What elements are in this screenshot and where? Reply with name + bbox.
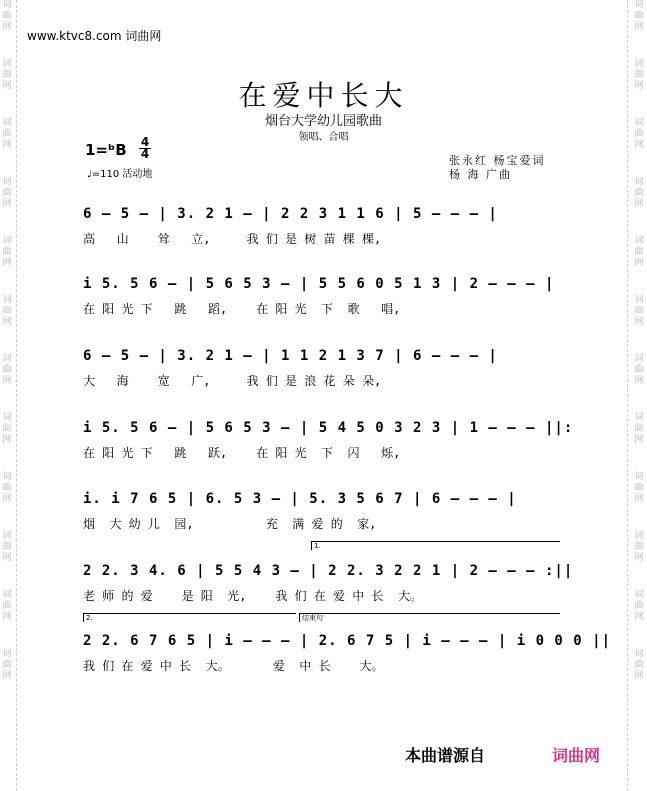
watermark-glyph: 词 [634, 0, 644, 10]
watermark-glyph: 曲 [2, 660, 12, 670]
watermark-glyph: 曲 [634, 247, 644, 257]
watermark-glyph: 曲 [634, 660, 644, 670]
notes-line: i 5. 5 6 – | 5 6 5 3 – | 5 4 5 0 3 2 3 | 1 – – – ||: [83, 420, 574, 436]
composer-credit: 杨 海 广曲 [449, 168, 512, 181]
watermark-glyph: 词 [2, 59, 12, 69]
watermark-glyph: 词 [2, 472, 12, 482]
watermark-glyph: 网 [634, 317, 644, 327]
lyrics-line: 我 们 在 爱 中 长 大。 爱 中 长 大。 [83, 659, 384, 673]
watermark-glyph: 曲 [634, 70, 644, 80]
watermark-glyph: 网 [2, 494, 12, 504]
lyrics-line: 在 阳 光 下 跳 跃, 在 阳 光 下 闪 烁, [83, 446, 401, 460]
watermark-glyph: 词 [2, 531, 12, 541]
watermark-glyph: 词 [2, 177, 12, 187]
watermark-glyph: 词 [634, 118, 644, 128]
watermark-glyph: 曲 [634, 601, 644, 611]
lyrics-line: 高 山 耸 立, 我 们 是 树 苗 棵 棵, [83, 232, 382, 246]
watermark-glyph: 曲 [634, 129, 644, 139]
key-signature: 1=ᵇB [85, 141, 127, 159]
watermark-glyph: 曲 [634, 188, 644, 198]
lyrics-line: 烟 大 幼 儿 园, 充 满 爱 的 家, [83, 517, 377, 531]
watermark-glyph: 词 [2, 354, 12, 364]
watermark-glyph: 网 [2, 140, 12, 150]
watermark-glyph: 词 [634, 590, 644, 600]
watermark-glyph: 网 [634, 376, 644, 386]
watermark-glyph: 词 [2, 118, 12, 128]
watermark-glyph: 曲 [634, 365, 644, 375]
lyricist-credit: 张永红 杨宝爱词 [449, 154, 546, 167]
watermark-glyph: 网 [634, 494, 644, 504]
notes-line: 2 2. 6 7 6 5 | i – – – | 2. 6 7 5 | i – – – | i 0 0 0 || [83, 633, 612, 649]
notes-line: i. i 7 6 5 | 6. 5 3 – | 5. 3 5 6 7 | 6 – – – | [83, 491, 517, 507]
watermark-glyph: 网 [634, 553, 644, 563]
watermark-glyph: 词 [634, 472, 644, 482]
watermark-glyph: 词 [2, 236, 12, 246]
watermark-glyph: 词 [2, 590, 12, 600]
watermark-glyph: 词 [634, 236, 644, 246]
lyrics-line: 在 阳 光 下 跳 蹈, 在 阳 光 下 歌 唱, [83, 302, 401, 316]
notes-line: 6 – 5 – | 3. 2 1 – | 2 2 3 1 1 6 | 5 – – – | [83, 206, 498, 222]
watermark-glyph: 网 [2, 612, 12, 622]
watermark-glyph: 网 [634, 258, 644, 268]
lyrics-line: 老 师 的 爱 是 阳 光, 我 们 在 爱 中 长 大。 [83, 589, 422, 603]
tempo-marking: ♩=110 活动地 [87, 169, 153, 180]
watermark-glyph: 曲 [2, 424, 12, 434]
watermark-glyph: 词 [634, 295, 644, 305]
watermark-glyph: 网 [2, 258, 12, 268]
song-subtitle: 烟台大学幼儿园歌曲 [264, 114, 382, 129]
notes-line: i 5. 5 6 – | 5 6 5 3 – | 5 5 6 0 5 1 3 | 2 – – – | [83, 276, 555, 292]
watermark-glyph: 词 [634, 649, 644, 659]
watermark-glyph: 词 [634, 413, 644, 423]
watermark-glyph: 网 [2, 435, 12, 445]
watermark-glyph: 词 [2, 649, 12, 659]
watermark-glyph: 网 [634, 22, 644, 32]
watermark-glyph: 曲 [634, 11, 644, 21]
watermark-glyph: 网 [2, 22, 12, 32]
time-sig-bottom: 4 [140, 147, 150, 161]
watermark-glyph: 网 [634, 140, 644, 150]
watermark-glyph: 词 [634, 59, 644, 69]
watermark-glyph: 词 [2, 0, 12, 10]
watermark-glyph: 曲 [634, 483, 644, 493]
site-logo[interactable]: 词曲网 [552, 746, 601, 765]
watermark-glyph: 曲 [2, 247, 12, 257]
watermark-glyph: 词 [2, 295, 12, 305]
watermark-glyph: 网 [634, 199, 644, 209]
volta-first-ending: 1. [311, 541, 560, 550]
watermark-glyph: 网 [634, 612, 644, 622]
song-title: 在爱中长大 [238, 79, 409, 112]
watermark-glyph: 词 [634, 354, 644, 364]
watermark-glyph: 曲 [634, 542, 644, 552]
watermark-glyph: 网 [634, 671, 644, 681]
watermark-glyph: 网 [2, 317, 12, 327]
watermark-glyph: 曲 [2, 365, 12, 375]
watermark-glyph: 曲 [2, 483, 12, 493]
watermark-glyph: 曲 [634, 424, 644, 434]
watermark-glyph: 曲 [2, 306, 12, 316]
lyrics-line: 大 海 宽 广, 我 们 是 浪 花 朵 朵, [83, 374, 382, 388]
notes-line: 6 – 5 – | 3. 2 1 – | 1 1 2 1 3 7 | 6 – – – | [83, 348, 498, 364]
watermark-glyph: 网 [634, 81, 644, 91]
performance-style: 领唱、合唱 [298, 132, 349, 143]
time-sig-top: 4 [140, 135, 150, 149]
watermark-glyph: 词 [634, 177, 644, 187]
watermark-glyph: 网 [634, 435, 644, 445]
watermark-glyph: 曲 [2, 70, 12, 80]
watermark-glyph: 曲 [634, 306, 644, 316]
notes-line: 2 2. 3 4. 6 | 5 5 4 3 – | 2 2. 3 2 2 1 | 2 – – – :|| [83, 563, 574, 579]
ending-section-marker: 结束句 [299, 613, 560, 622]
watermark-glyph: 曲 [2, 601, 12, 611]
volta-second-ending: 2. [83, 613, 296, 622]
watermark-glyph: 词 [634, 531, 644, 541]
watermark-glyph: 曲 [2, 188, 12, 198]
watermark-glyph: 曲 [2, 11, 12, 21]
watermark-glyph: 曲 [2, 129, 12, 139]
watermark-glyph: 网 [2, 199, 12, 209]
watermark-glyph: 网 [2, 671, 12, 681]
watermark-glyph: 网 [2, 81, 12, 91]
watermark-glyph: 网 [2, 553, 12, 563]
watermark-glyph: 网 [2, 376, 12, 386]
site-url[interactable]: www.ktvc8.com 词曲网 [27, 29, 162, 43]
source-label: 本曲谱源自 [405, 746, 486, 765]
watermark-glyph: 词 [2, 413, 12, 423]
watermark-glyph: 曲 [2, 542, 12, 552]
time-signature [139, 137, 151, 160]
